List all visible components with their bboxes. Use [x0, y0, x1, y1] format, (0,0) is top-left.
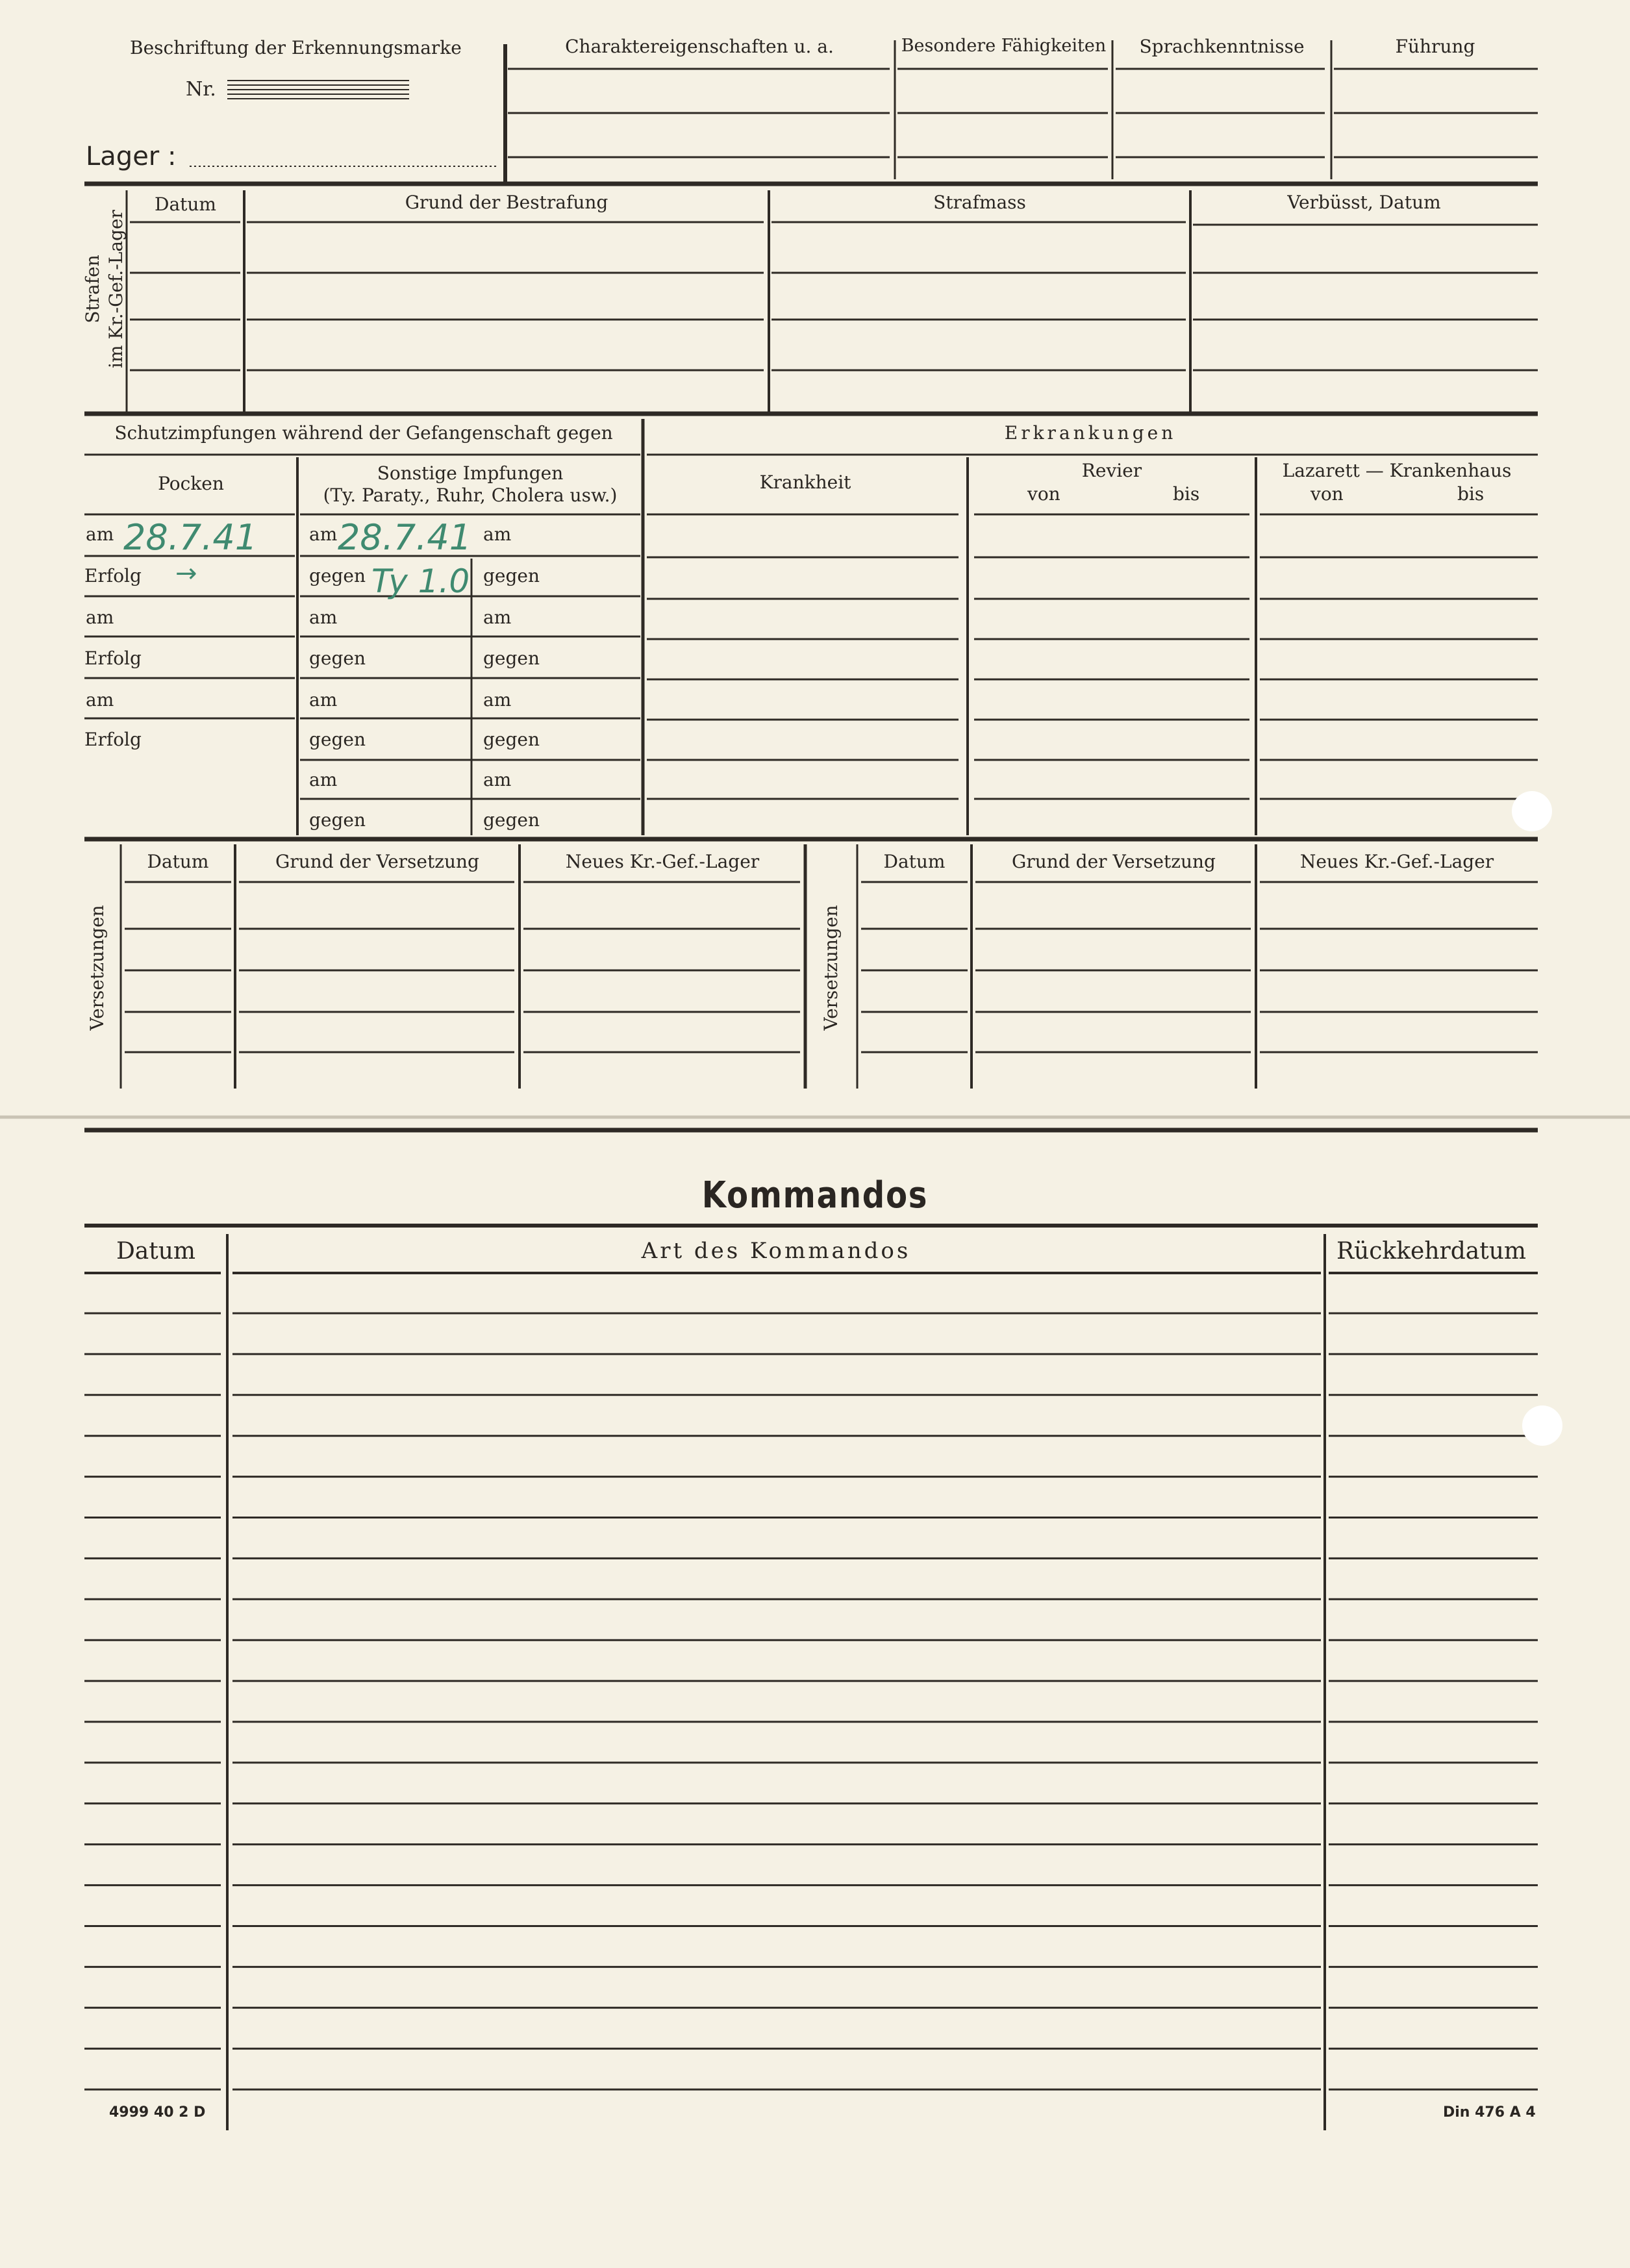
pocken-am-3: am — [86, 689, 114, 711]
impfungen-title: Schutzimpfungen während der Gefangenschaft gegen — [114, 422, 613, 444]
footer-din-code: Din 476 A 4 — [1443, 2104, 1536, 2121]
charakter-header: Charaktereigenschaften u. a. — [565, 36, 834, 57]
lazarett-header: Lazarett — Krankenhaus — [1282, 460, 1512, 481]
versetzungen-neues-1: Neues Kr.-Gef.-Lager — [565, 851, 760, 872]
sonstige2-am-1: am — [483, 523, 512, 545]
sprach-header: Sprachkenntnisse — [1139, 36, 1305, 57]
sonstige2-am-2: am — [483, 607, 512, 628]
versetzungen-neues-2: Neues Kr.-Gef.-Lager — [1299, 851, 1494, 872]
revier-bis: bis — [1173, 483, 1200, 505]
versetzungen-side-label-2: Versetzungen — [820, 905, 842, 1031]
handwritten-sonstige-gegen: Ty 1.0 — [371, 562, 470, 600]
sonstige-am-3: am — [309, 689, 338, 711]
sonstige2-am-4: am — [483, 769, 512, 790]
sonstige-gegen-1: gegen — [309, 565, 366, 586]
versetzungen-datum-1: Datum — [147, 851, 209, 872]
sonstige-gegen-4: gegen — [309, 809, 366, 831]
kommandos-art-header: Art des Kommandos — [641, 1238, 911, 1264]
pocken-header: Pocken — [158, 473, 224, 494]
sonstige-am-1: am — [309, 523, 338, 545]
sonstige-am-2: am — [309, 607, 338, 628]
revier-header: Revier — [1081, 460, 1142, 481]
pocken-erfolg-2: Erfolg — [84, 648, 142, 669]
sonstige-gegen-3: gegen — [309, 729, 366, 750]
kommandos-title: Kommandos — [701, 1174, 929, 1216]
pocken-erfolg-3: Erfolg — [84, 729, 142, 750]
pocken-am-2: am — [86, 607, 114, 628]
sonstige-am-4: am — [309, 769, 338, 790]
marke-label: Beschriftung der Erkennungsmarke — [130, 37, 462, 58]
krankheit-header: Krankheit — [759, 472, 851, 493]
versetzungen-side-label-1: Versetzungen — [86, 905, 108, 1031]
erkrankungen-title: Erkrankungen — [1004, 422, 1177, 444]
handwritten-pocken-date: 28.7.41 — [123, 517, 258, 558]
lazarett-von: von — [1310, 483, 1344, 505]
sonstige2-am-3: am — [483, 689, 512, 711]
strafmass-header: Strafmass — [933, 192, 1026, 213]
punch-hole — [1522, 1405, 1562, 1446]
lazarett-bis: bis — [1457, 483, 1485, 505]
pocken-erfolg-1: Erfolg — [84, 565, 142, 586]
versetzungen-datum-2: Datum — [883, 851, 946, 872]
lager-label: Lager : — [86, 142, 177, 171]
versetzungen-grund-2: Grund der Versetzung — [1012, 851, 1216, 872]
handwritten-sonstige-date: 28.7.41 — [338, 517, 472, 558]
faehigkeiten-header: Besondere Fähigkeiten — [901, 36, 1107, 56]
versetzungen-grund-1: Grund der Versetzung — [275, 851, 479, 872]
strafen-side-label: Strafen im Kr.-Gef.-Lager — [82, 210, 127, 368]
sonstige2-gegen-4: gegen — [483, 809, 540, 831]
pocken-am-1: am — [86, 523, 114, 545]
revier-von: von — [1027, 483, 1060, 505]
nr-label: Nr. — [186, 78, 216, 101]
verbuesst-header: Verbüsst, Datum — [1287, 192, 1441, 213]
kommandos-datum-header: Datum — [116, 1238, 196, 1265]
punch-hole — [1512, 791, 1552, 831]
sonstige2-gegen-1: gegen — [483, 565, 540, 586]
sonstige-gegen-2: gegen — [309, 648, 366, 669]
strafen-grund-header: Grund der Bestrafung — [405, 192, 608, 213]
sonstige-header-1: Sonstige Impfungen — [377, 462, 564, 484]
strafen-datum-header: Datum — [155, 194, 216, 215]
handwritten-pocken-erfolg: → — [175, 559, 197, 588]
fuehrung-header: Führung — [1395, 36, 1475, 57]
kommandos-rueckkehr-header: Rückkehrdatum — [1336, 1238, 1527, 1265]
footer-form-code: 4999 40 2 D — [109, 2104, 206, 2121]
sonstige-header-2: (Ty. Paraty., Ruhr, Cholera usw.) — [323, 485, 618, 506]
sonstige2-gegen-2: gegen — [483, 648, 540, 669]
sonstige2-gegen-3: gegen — [483, 729, 540, 750]
